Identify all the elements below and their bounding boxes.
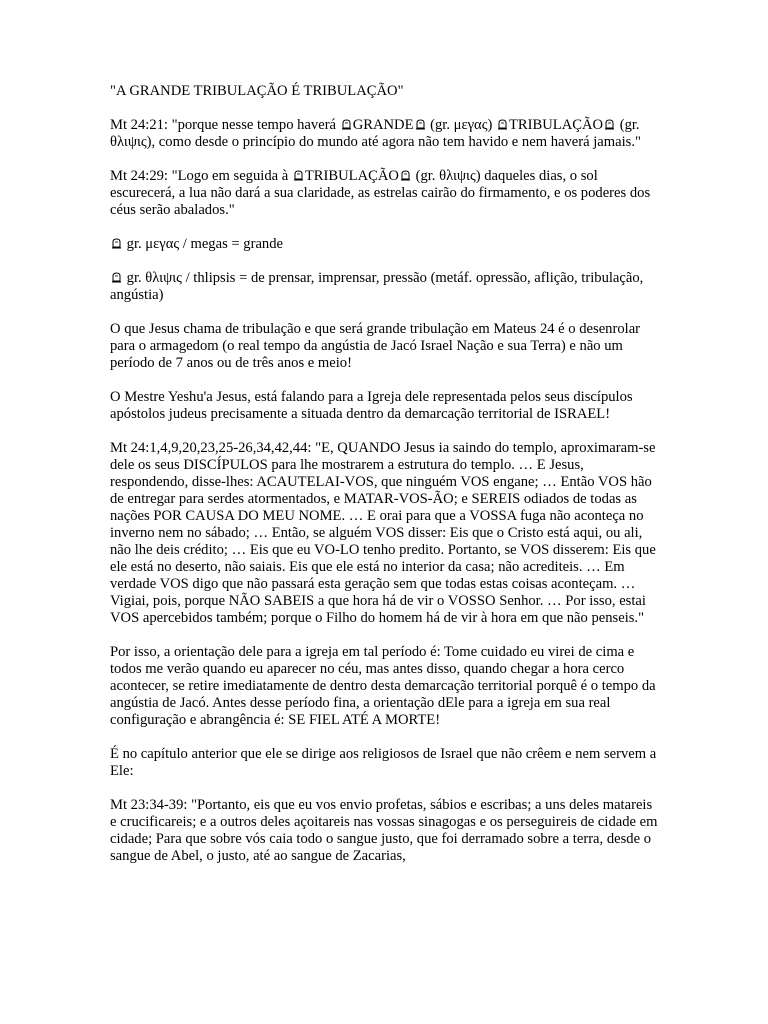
missing-glyph-icon [293, 170, 304, 181]
verse-mt-24-21 [110, 117, 662, 151]
paragraph-mestre: O Mestre Yeshu'a Jesus, está falando para a Igreja dele representada pelos seus discípulos apóstolos judeus precisamente a situada dentro da demarcação territorial de ISRAEL! [110, 389, 633, 422]
document-page [110, 83, 662, 882]
verse-mt-24-multi: Mt 24:1,4,9,20,23,25-26,34,42,44: "E, QUANDO Jesus ia saindo do templo, aproximaram-se dele os seus DISCÍPULOS para lhe mostrarem a estrutura do templo. … E Jesus, respondendo, disse-lhes: ACAUTELAI-VOS, que ninguém VOS engane; … Então VOS hão de entregar para serdes atormentados, e MATAR-VOS-ÃO; e SEREIS odiados de todas as nações POR CAUSA DO MEU NOME. … E orai para que a VOSSA fuga não aconteça no inverno nem no sábado; … Então, se alguém VOS disser: Eis que o Cristo está aqui, ou ali, não lhe deis crédito; … Eis que eu VO-LO tenho predito. Portanto, se VOS disserem: Eis que ele está no deserto, não saiais. Eis que ele está no interior da casa; não acrediteis. … Em verdade VOS digo que não passará esta geração sem que todas estas coisas aconteçam. … Vigiai, pois, porque NÃO SABEIS a que hora há de vir o VOSSO Senhor. … Por isso, estai VOS apercebidos também; porque o Filho do homem há de vir à hora em que não penseis." [110, 440, 656, 626]
verse-text: (gr. θλιψις) daqueles dias, o sol escurecerá, a lua não dará a sua claridade, as estrelas cairão do firmamento, e os poderes dos céus serão abalados." [110, 168, 651, 218]
verse-emphasis: GRANDE [352, 117, 414, 133]
note-text: gr. θλιψις / thlipsis = de prensar, imprensar, pressão (metáf. opressão, aflição, tribulação, angústia) [110, 270, 644, 303]
verse-text: Mt 24:21: "porque nesse tempo haverá [110, 117, 340, 133]
document-title: "A GRANDE TRIBULAÇÃO É TRIBULAÇÃO" [110, 83, 404, 99]
paragraph-armagedom: O que Jesus chama de tribulação e que será grande tribulação em Mateus 24 é o desenrolar para o armagedom (o real tempo da angústia de Jacó Israel Nação e sua Terra) e não um período de 7 anos ou de três anos e meio! [110, 321, 641, 371]
missing-glyph-icon [400, 170, 411, 181]
paragraph-capitulo-anterior: É no capítulo anterior que ele se dirige aos religiosos de Israel que não crêem e nem servem a Ele: [110, 746, 657, 779]
verse-mt-23-34-39: Mt 23:34-39: "Portanto, eis que eu vos envio profetas, sábios e escribas; a uns deles matareis e crucificareis; e a outros deles açoitareis nas vossas sinagogas e os perseguireis de cidade em cidade; Para que sobre vós caia todo o sangue justo, que foi derramado sobre a terra, desde o sangue de Abel, o justo, até ao sangue de Zacarias, [110, 797, 658, 864]
greek-note-megas [110, 236, 662, 253]
verse-mt-24-29 [110, 168, 662, 219]
verse-text: (gr. θλιψις), como desde o princípio do mundo até agora não tem havido e nem haverá jamais." [110, 117, 641, 150]
missing-glyph-icon [604, 119, 615, 130]
verse-emphasis: TRIBULAÇÃO [304, 168, 399, 184]
missing-glyph-icon [497, 119, 508, 130]
missing-glyph-icon [111, 238, 122, 249]
missing-glyph-icon [111, 272, 122, 283]
greek-note-thlipsis [110, 270, 662, 304]
paragraph-orientacao: Por isso, a orientação dele para a igreja em tal período é: Tome cuidado eu virei de cima e todos me verão quando eu aparecer no céu, mas antes disso, quando chegar a hora cerco acontecer, se retire imediatamente de dentro desta demarcação territorial porquê é o tempo da angústia de Jacó. Antes desse período fina, a orientação dEle para a igreja em sua real configuração e abrangência é: SE FIEL ATÉ A MORTE! [110, 644, 656, 728]
missing-glyph-icon [341, 119, 352, 130]
missing-glyph-icon [415, 119, 426, 130]
note-text: gr. μεγας / megas = grande [123, 236, 283, 252]
verse-text: Mt 24:29: "Logo em seguida à [110, 168, 292, 184]
verse-text: (gr. μεγας) [426, 117, 496, 133]
verse-emphasis: TRIBULAÇÃO [509, 117, 604, 133]
